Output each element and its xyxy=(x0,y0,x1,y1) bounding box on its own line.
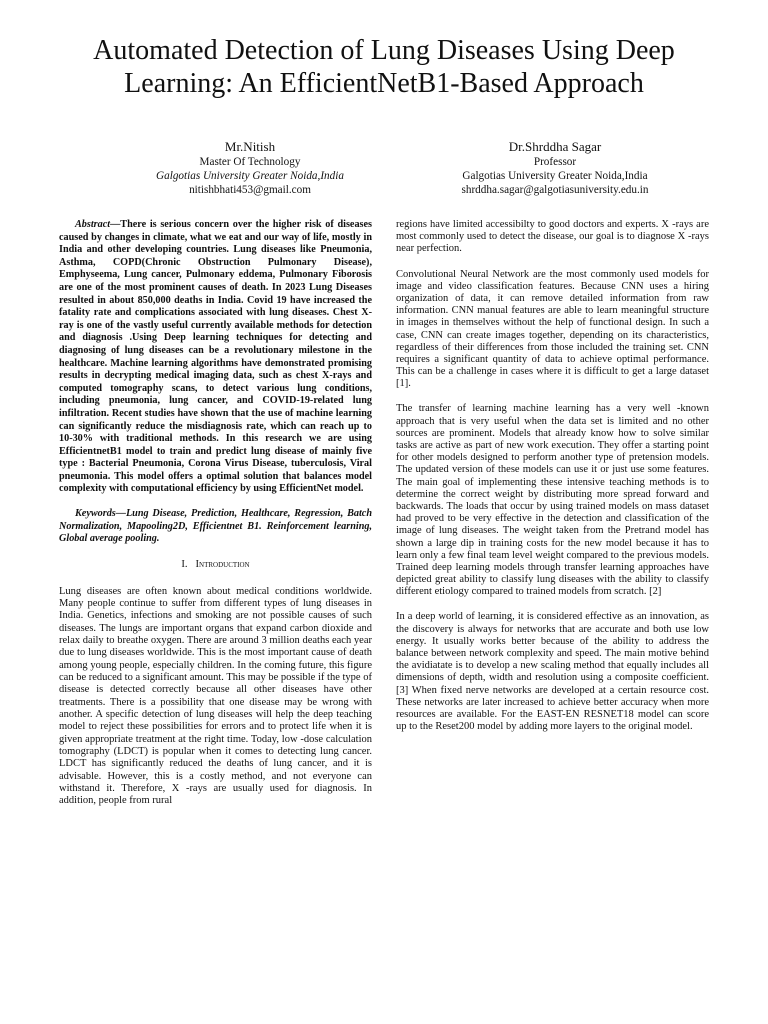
author-role: Master Of Technology xyxy=(199,156,301,168)
author-email: nitishbhati453@gmail.com xyxy=(189,184,311,197)
right-column xyxy=(396,219,709,746)
body-paragraph: In a deep world of learning, it is considered effective as an innovation, as the discovery is always for networks that are accurate and both use low energy. It usually works better because of the ability to address the balance between network complexity and speed. The main motive behind the avidiatate is to develop a new scaling method that equally includes all dimensions of depth, width and resolution using a composite coefficient. [3] When fixed nerve networks are developed at a certain resource cost. These networks are later increased to achieve better accuracy when more resources are available. For the EAST-EN RESNET18 model can score up to the Reset200 model by adding more layers to the original model. xyxy=(396,611,709,733)
body-paragraph: Convolutional Neural Network are the most commonly used models for image and video classification features. Because CNN uses a hiring organization of data, it can remove detailed information from raw information. CNN manual features are able to learn meaningful structure in images in themselves without the help of functional design. In such a case, CNN can create images together, depending on its characteristics, regardless of their differences from those included the training set. CNN requires a significant quantity of data to achieve optimal performance. This can be a challenge in cases where it is difficult to get a large dataset [1]. xyxy=(396,268,709,390)
paper-title: Automated Detection of Lung Diseases Using Deep Learning: An EfficientNetB1-Based Approach xyxy=(93,35,675,99)
intro-paragraph: Lung diseases are often known about medical conditions worldwide. Many people continue to suffer from different types of lung diseases in India. Genetics, infections and smoking are not possible causes of such diseases. The lungs are important organs that expand carbon dioxide and relax daily to breathe oxygen. There are around 3 million deaths each year due to lung diseases worldwide. This is the most important cause of death among young people, especially children. In the coming future, this figure can be reduced to a significant amount. This may be possible if the type of disease is detected correctly because all other diseases have other treatments. There is a possibility that one disease may be wrong with another. A specific detection of lung diseases will help the deep teaching model to reject these possibilities for errors and to protect life when it is given appropriate treatment at the right time. Today, low -dose calculation tomography (LDCT) is popular when it comes to detecting lung cancer. LDCT has significantly reduced the deaths of lung cancer, and it is advisable. However, this is a costly method, and not everyone can withstand it. Therefore, X -rays are usually used for diagnosis. In addition, people from rural xyxy=(59,585,372,807)
author-block-2 xyxy=(405,138,705,198)
author-affiliation: Galgotias University Greater Noida,India xyxy=(462,170,648,183)
section-number: I. xyxy=(181,558,188,570)
body-paragraph: The transfer of learning machine learning has a very well -known approach that is very useful when the data set is limited and no other sources are prominent. Models that already know how to solve similar tasks are active as part of new work execution. They offer a starting point for other models designed to perform another type of pretension models. The updated version of these models can use it or just use some features. The main goal of implementing these intensive teaching methods is to determine the correct weight by distributing more spread forward and backwards. The loads that occur by using trained models on mass dataset had proved to be very effective in the detection and classification of the image of lung diseases. The weight taken from the Pretrand model has shown a large dip in training costs for the new model because it has to learn only a few final team level weight compared to the previous models. Trained deep learning models through transfer learning approaches have depicted great ability to classify lung diseases with the ability to classify different etiology compared to trained models from scratch. [2] xyxy=(396,403,709,598)
keywords: Keywords—Lung Disease, Prediction, Healthcare, Regression, Batch Normalization, Mapooling2D, Efficientnet B1. Reinforcement learning, Global average pooling. xyxy=(59,508,372,545)
author-block-1 xyxy=(100,138,400,198)
author-role: Professor xyxy=(533,156,577,168)
section-heading xyxy=(59,559,372,572)
abstract-text: —There is serious concern over the higher risk of diseases caused by changes in climate, what we eat and our way of life, mostly in India and other developing countries. Lung diseases like Pneumonia, Asthma, COPD(Chronic Obstruction Pulmonary Disease), Emphyseema, Lung cancer, Pulmonary eddema, Pulmonary Fiborosis are one of the most prominent causes of death. In 2023 Lung Diseases resulted in about 850,000 deaths in India. Covid 19 have increased the fatality rate and complications associated with lung diseases. Chest X-ray is one of the vastly useful currently available methods for detection and diagnosis .Using Deep learning techniques for detecting and diagnosing of lung diseases can be a revolutionary milestone in the healthcare. Machine learning algorithms have demonstrated promising results in decrypting medical imaging data, such as chest X-rays and computed tomography scans, to detect various lung conditions, including pneumonia, lung cancer, and COVID-19-related lung infiltration. Recent studies have shown that the use of machine learning can significantly reduce the misdiagnosis rate, which can reach up to 10-30% with traditional methods. In this research we are using EfficientnetB1 model to train and predict lung disease of mainly five type : Bacterial Pneumonia, Corona Virus Disease, tuberculosis, Viral pneumonia. This model offers a optimal solution that balances model complexity with computational efficiency by using EfficientNet model. xyxy=(59,219,372,495)
left-column xyxy=(59,219,372,808)
section-title: Introduction xyxy=(195,558,250,570)
author-name: Mr.Nitish xyxy=(224,139,276,154)
author-name: Dr.Shrddha Sagar xyxy=(508,139,602,154)
body-paragraph: regions have limited accessibilty to good doctors and experts. X -rays are most commonly used to detect the disease, our goal is to diagnose X -rays near perfection. xyxy=(396,219,709,255)
abstract xyxy=(59,219,372,496)
abstract-label: Abstract xyxy=(75,219,111,230)
author-affiliation: Galgotias University Greater Noida,India xyxy=(156,170,344,183)
author-email: shrddha.sagar@galgotiasuniversity.edu.in xyxy=(461,184,649,197)
